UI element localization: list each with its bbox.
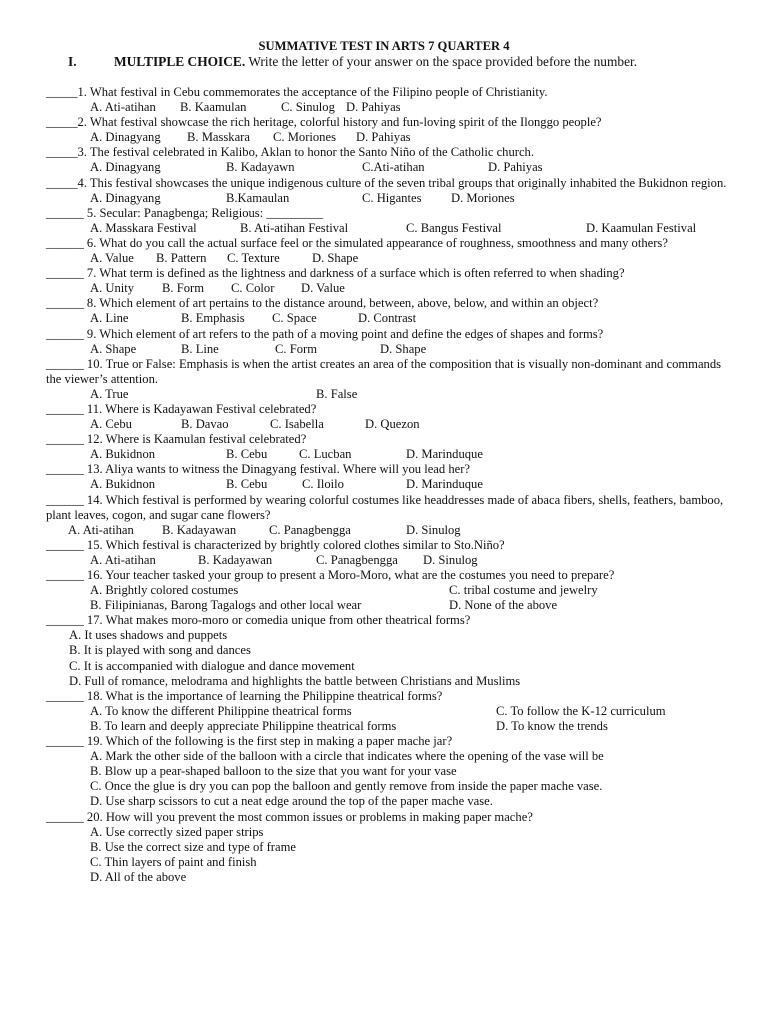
option: B. Use the correct size and type of frame — [90, 839, 296, 854]
options-row — [46, 704, 736, 719]
option: C.Ati-atihan — [362, 160, 425, 175]
option: A. It uses shadows and puppets — [69, 628, 228, 643]
options-row — [46, 221, 736, 236]
option: D. Full of romance, melodrama and highlights the battle between Christians and Muslims — [69, 673, 521, 688]
option: A. Mark the other side of the balloon with a circle that indicates where the opening of the vase will be — [90, 749, 604, 764]
question-7 — [46, 266, 736, 296]
option: B. Line — [181, 341, 219, 356]
options-row — [46, 447, 736, 462]
option: C. It is accompanied with dialogue and dance movement — [69, 658, 355, 673]
option: B. Form — [162, 281, 204, 296]
option: B. Emphasis — [181, 311, 245, 326]
option: C. Panagbengga — [269, 522, 351, 537]
option: B. Ati-atihan Festival — [240, 220, 349, 235]
options-row — [46, 523, 736, 538]
option: A. Ati-atihan — [68, 522, 134, 537]
question-2 — [46, 115, 736, 145]
question-stem: ______ 16. Your teacher tasked your group to present a Moro-Moro, what are the costumes you need to prepare? — [46, 568, 615, 582]
options-row — [46, 477, 736, 492]
question-stem: ______ 11. Where is Kadayawan Festival celebrated? — [46, 401, 317, 416]
option: A. True — [90, 386, 129, 401]
section-number: I. — [68, 54, 77, 69]
option: A. Value — [90, 251, 134, 266]
option: A. Use correctly sized paper strips — [90, 824, 264, 839]
question-6 — [46, 236, 736, 266]
option: C. Isabella — [270, 417, 324, 432]
option: D. Use sharp scissors to cut a neat edge around the top of the paper mache vase. — [90, 794, 493, 809]
option: C. Panagbengga — [316, 552, 398, 567]
question-14 — [46, 493, 736, 538]
question-stem: ______ 10. True or False: Emphasis is when the artist creates an area of the composition that is visually non-dominant and commands the viewer’s attention. — [46, 356, 722, 386]
option: C. Bangus Festival — [406, 220, 502, 235]
option: A. Dinagyang — [90, 190, 161, 205]
option: A. Masskara Festival — [90, 220, 197, 235]
option: C. tribal costume and jewelry — [449, 583, 598, 598]
question-stem: ______ 12. Where is Kaamulan festival celebrated? — [46, 432, 307, 447]
section-instruction: Write the letter of your answer on the space provided before the number. — [245, 54, 638, 69]
option: C. To follow the K-12 curriculum — [496, 703, 666, 718]
options-row — [46, 417, 736, 432]
option: B. Kadayawan — [198, 552, 273, 567]
option: D. Sinulog — [406, 522, 461, 537]
option: A. Dinagyang — [90, 130, 161, 145]
option: C. Moriones — [273, 130, 336, 145]
option: C. Texture — [227, 251, 280, 266]
question-18 — [46, 689, 736, 734]
question-stem: _____4. This festival showcases the unique indigenous culture of the seven tribal groups that originally inhabited the Bukidnon region. — [46, 175, 727, 190]
option: D. Pahiyas — [356, 130, 411, 145]
option: C. Lucban — [299, 447, 352, 462]
section-heading — [68, 54, 728, 69]
question-stem: ______ 13. Aliya wants to witness the Dinagyang festival. Where will you lead her? — [46, 462, 471, 477]
options-row — [46, 719, 736, 734]
question-4 — [46, 176, 736, 206]
options-row — [46, 583, 736, 598]
option: B. Cebu — [226, 477, 268, 492]
options-row — [46, 281, 736, 296]
option: A. Bukidnon — [90, 447, 156, 462]
option: A. Ati-atihan — [90, 552, 156, 567]
option: C. Sinulog — [281, 100, 335, 115]
question-stem: ______ 9. Which element of art refers to the path of a moving point and define the edges of shapes and forms? — [46, 326, 604, 341]
question-stem: _____2. What festival showcase the rich heritage, colorful history and fun-loving spirit of the Ilonggo people? — [46, 115, 602, 130]
option: D. Shape — [312, 251, 359, 266]
option: D. Value — [301, 281, 345, 296]
option: B. Masskara — [187, 130, 250, 145]
option: D. All of the above — [90, 869, 187, 884]
question-stem: ______ 19. Which of the following is the first step in making a paper mache jar? — [46, 734, 453, 749]
question-stem: ______ 8. Which element of art pertains to the distance around, between, above, below, and within an object? — [46, 296, 599, 311]
question-3 — [46, 145, 736, 175]
option: B. Davao — [181, 417, 229, 432]
question-stem: ______ 5. Secular: Panagbenga; Religious: _________ — [46, 205, 324, 220]
option: D. Contrast — [358, 311, 417, 326]
option: A. To know the different Philippine theatrical forms — [90, 703, 352, 718]
options-row — [46, 191, 736, 206]
page-title: SUMMATIVE TEST IN ARTS 7 QUARTER 4 — [258, 39, 510, 53]
options-row — [46, 342, 736, 357]
options-row — [46, 251, 736, 266]
options-row — [46, 130, 736, 145]
option: B. Kadayawn — [226, 160, 295, 175]
question-9 — [46, 327, 736, 357]
question-stem: ______ 14. Which festival is performed by wearing colorful costumes like headdresses made of abaca fibers, shells, feathers, bamboo, plant leaves, cogon, and sugar cane flowers? — [46, 492, 724, 522]
options-row — [46, 553, 736, 568]
question-12 — [46, 432, 736, 462]
question-10 — [46, 357, 736, 402]
option: C. Color — [231, 281, 275, 296]
question-stem: ______ 6. What do you call the actual surface feel or the simulated appearance of roughness, smoothness and many others? — [46, 235, 668, 250]
option: B. False — [316, 386, 358, 401]
options-row — [46, 160, 736, 175]
question-stem: ______ 15. Which festival is characterized by brightly colored clothes similar to Sto.Niño? — [46, 537, 505, 552]
option: D. Shape — [380, 341, 427, 356]
options-row — [46, 598, 736, 613]
option: B.Kamaulan — [226, 190, 290, 205]
question-16 — [46, 568, 736, 613]
option: D. Kaamulan Festival — [586, 220, 697, 235]
options-row — [46, 100, 736, 115]
question-15 — [46, 538, 736, 568]
option: A. Ati-atihan — [90, 100, 156, 115]
question-13 — [46, 462, 736, 492]
question-stem: ______ 7. What term is defined as the lightness and darkness of a surface which is often referred to when shading? — [46, 266, 625, 281]
option: D. None of the above — [449, 598, 558, 613]
option: B. To learn and deeply appreciate Philippine theatrical forms — [90, 718, 397, 733]
section-heading-label: MULTIPLE CHOICE. — [114, 54, 246, 69]
question-5 — [46, 206, 736, 236]
options-row — [46, 311, 736, 326]
option: D. Marinduque — [406, 477, 483, 492]
option: B. It is played with song and dances — [69, 643, 251, 658]
option: C. Form — [275, 341, 317, 356]
option: A. Brightly colored costumes — [90, 583, 239, 598]
question-stem: ______ 20. How will you prevent the most common issues or problems in making paper mache? — [46, 809, 533, 824]
question-stem: _____1. What festival in Cebu commemorates the acceptance of the Filipino people of Christianity. — [46, 85, 548, 99]
option: C. Higantes — [362, 190, 422, 205]
option: A. Shape — [90, 341, 137, 356]
option: B. Blow up a pear-shaped balloon to the size that you want for your vase — [90, 764, 457, 779]
option: D. Moriones — [451, 190, 515, 205]
question-stem: ______ 18. What is the importance of learning the Philippine theatrical forms? — [46, 688, 443, 703]
option: B. Cebu — [226, 447, 268, 462]
option: B. Filipinianas, Barong Tagalogs and other local wear — [90, 598, 362, 613]
question-19 — [46, 734, 736, 809]
option: A. Cebu — [90, 417, 132, 432]
question-8 — [46, 296, 736, 326]
option: C. Space — [272, 311, 317, 326]
option: C. Once the glue is dry you can pop the balloon and gently remove from inside the paper mache vase. — [90, 779, 603, 794]
option: A. Line — [90, 311, 129, 326]
option: D. Sinulog — [423, 552, 478, 567]
option: C. Thin layers of paint and finish — [90, 854, 257, 869]
option: B. Kadayawan — [162, 522, 237, 537]
option: D. Quezon — [365, 417, 420, 432]
question-20 — [46, 810, 736, 885]
option: A. Unity — [90, 281, 135, 296]
option: B. Pattern — [156, 251, 207, 266]
option: D. Marinduque — [406, 447, 483, 462]
option: D. To know the trends — [496, 718, 608, 733]
question-list — [46, 85, 736, 885]
option: A. Bukidnon — [90, 477, 156, 492]
option: D. Pahiyas — [346, 100, 401, 115]
options-row — [46, 387, 736, 402]
option: A. Dinagyang — [90, 160, 161, 175]
question-1 — [46, 85, 736, 115]
question-11 — [46, 402, 736, 432]
question-stem: ______ 17. What makes moro-moro or comedia unique from other theatrical forms? — [46, 613, 471, 628]
question-17 — [46, 613, 736, 688]
option: C. Iloilo — [302, 477, 344, 492]
question-stem: _____3. The festival celebrated in Kalibo, Aklan to honor the Santo Niño of the Catholic church. — [46, 145, 535, 160]
option: D. Pahiyas — [488, 160, 543, 175]
option: B. Kaamulan — [180, 100, 247, 115]
